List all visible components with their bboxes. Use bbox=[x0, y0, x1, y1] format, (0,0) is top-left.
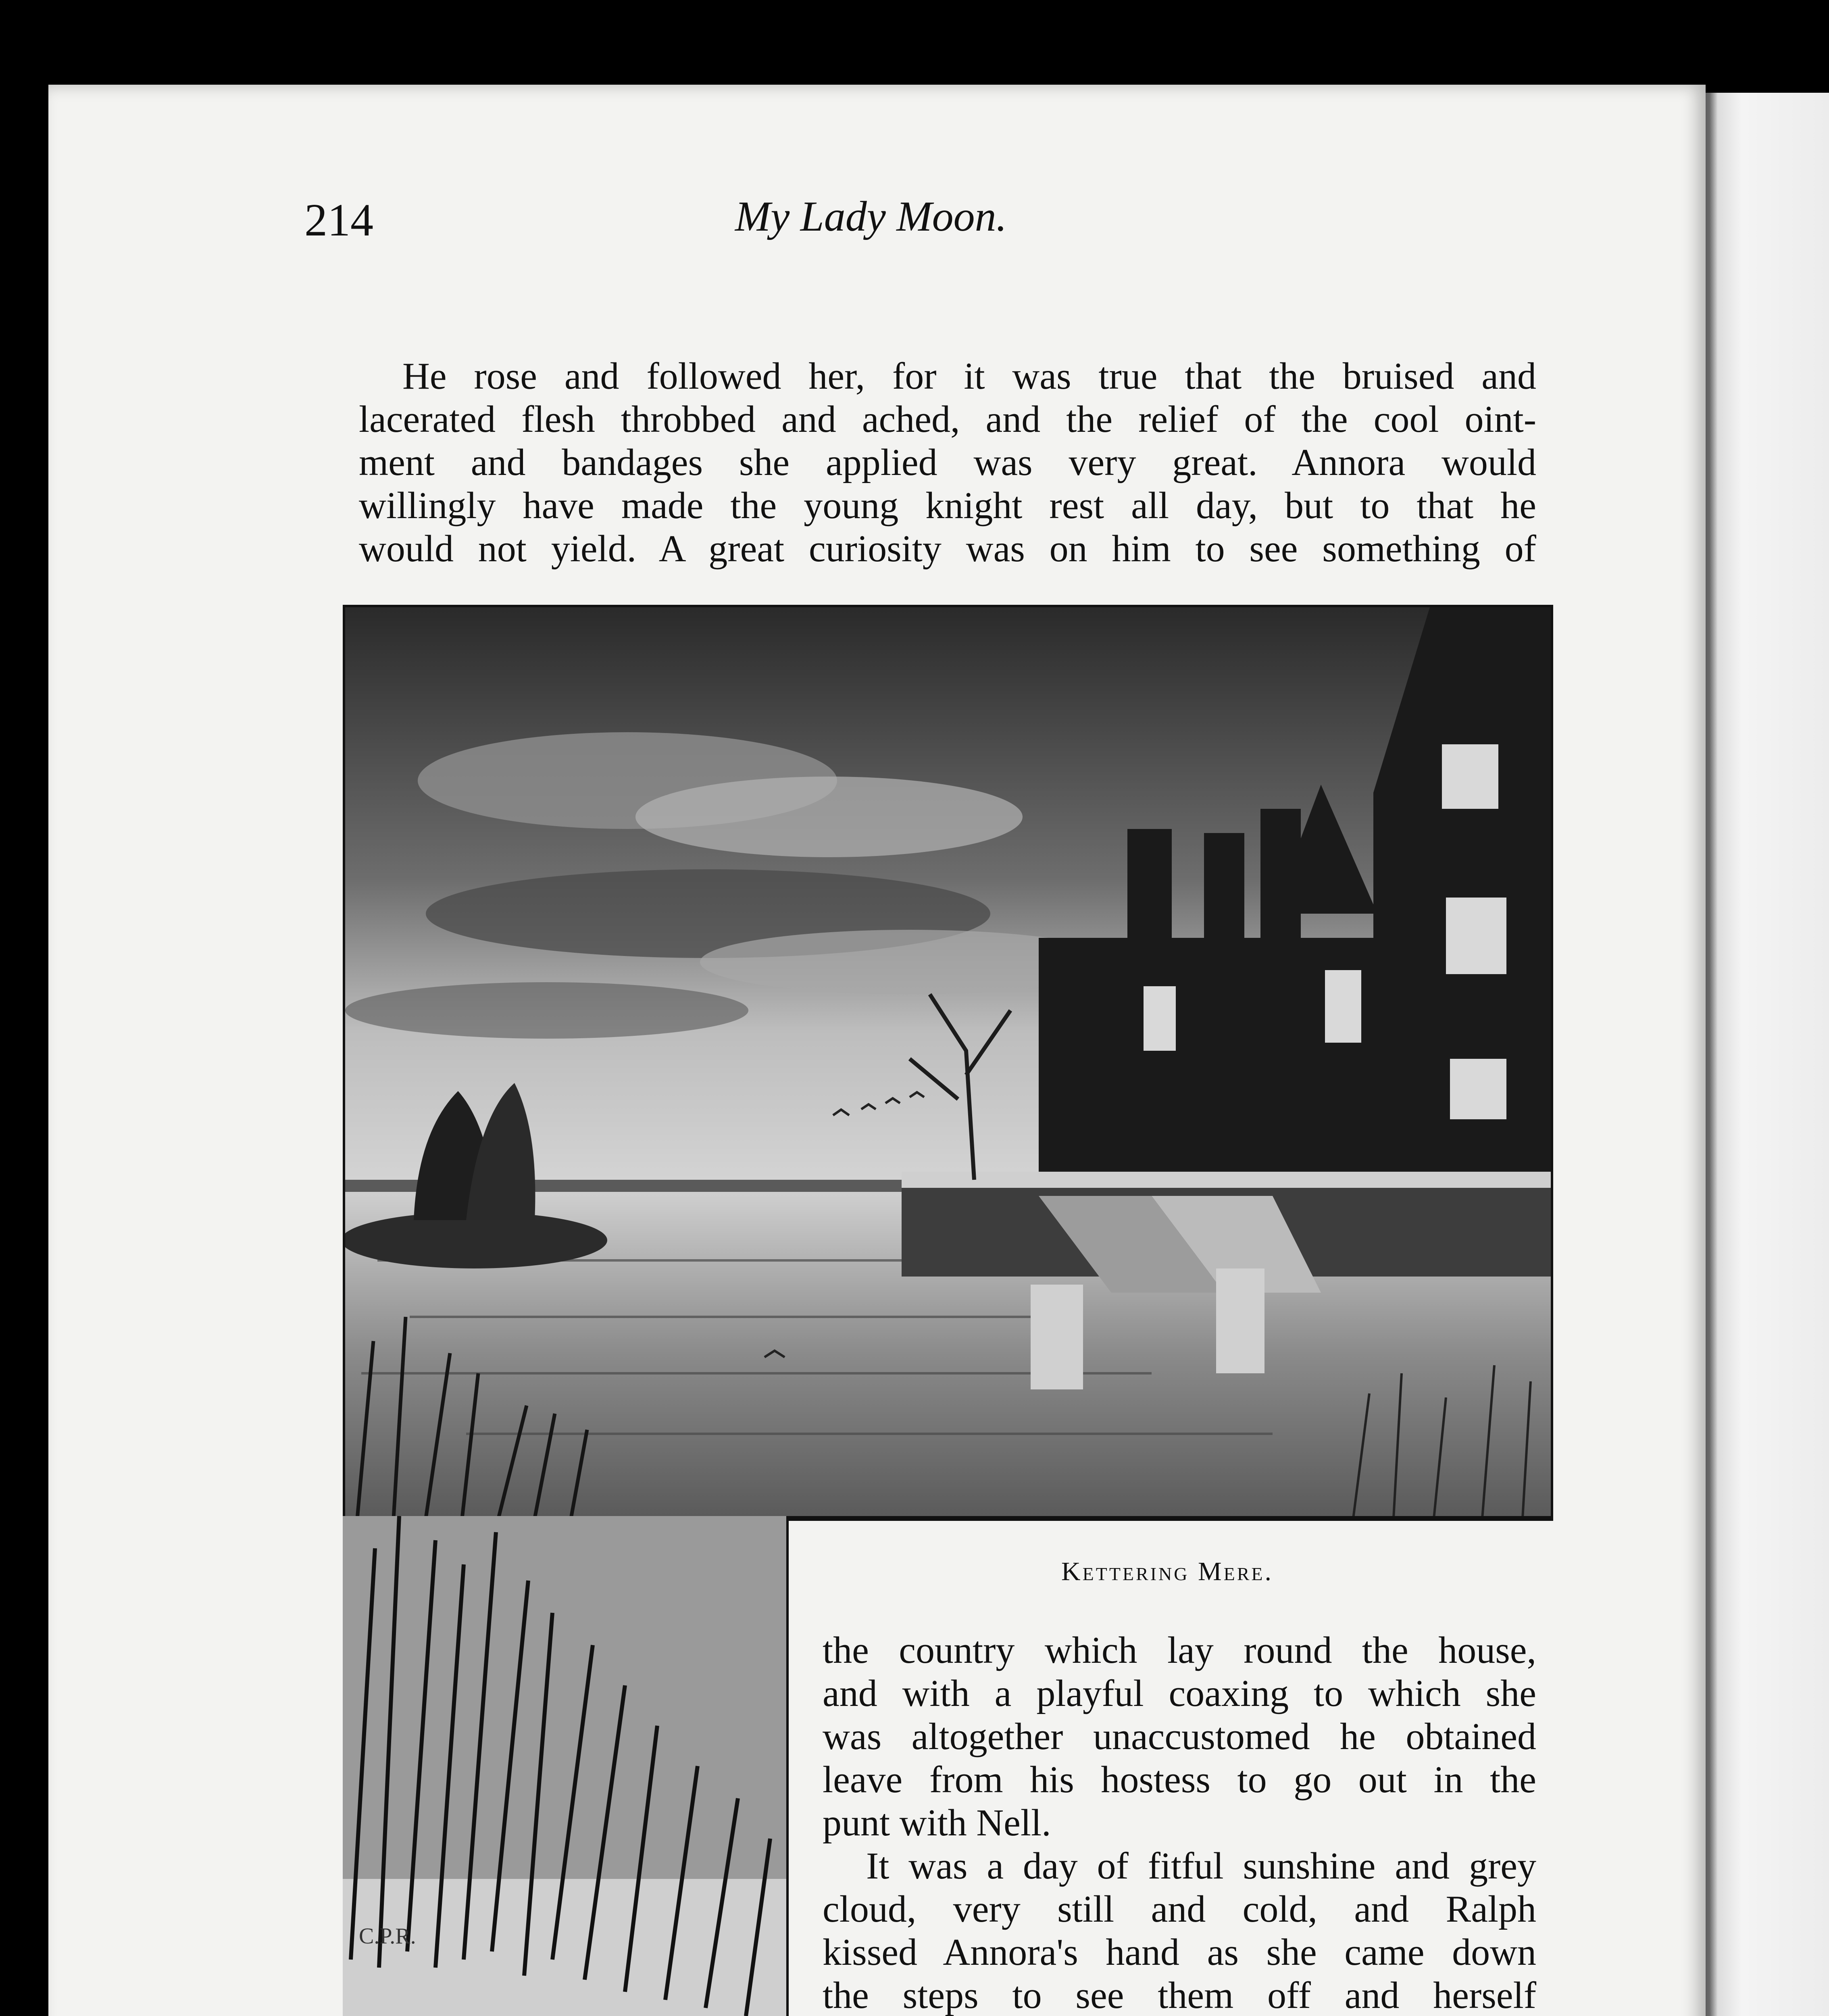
engraving-kettering-mere bbox=[343, 605, 1553, 1521]
text-line: ment and bandages she applied was very great. Annora would bbox=[359, 442, 1536, 483]
text-line: the country which lay round the house, bbox=[823, 1629, 1536, 1671]
text-line: lacerated flesh throbbed and ached, and the relief of the cool oint- bbox=[359, 398, 1536, 440]
running-title: My Lady Moon. bbox=[735, 193, 1007, 240]
text-line: was altogether unaccustomed he obtained bbox=[823, 1716, 1536, 1758]
text-line: and with a playful coaxing to which she bbox=[823, 1672, 1536, 1714]
text-line: the steps to see them off and herself bbox=[823, 1974, 1536, 2016]
illustration-caption: Kettering Mere. bbox=[1061, 1557, 1274, 1586]
reeds-scene bbox=[343, 1516, 786, 2016]
text-line: kissed Annora's hand as she came down bbox=[823, 1931, 1536, 1973]
top-paragraph bbox=[359, 355, 1536, 571]
engraving-scene bbox=[345, 607, 1551, 1518]
text-line: punt with Nell. bbox=[823, 1802, 1051, 1844]
text-line: It was a day of fitful sunshine and grey bbox=[866, 1845, 1536, 1887]
text-line: cloud, very still and cold, and Ralph bbox=[823, 1888, 1536, 1930]
artist-signature: C.P.R. bbox=[359, 1924, 416, 1949]
page-number: 214 bbox=[304, 194, 373, 246]
text-line: He rose and followed her, for it was true that the bruised and bbox=[402, 355, 1536, 397]
side-column bbox=[823, 1629, 1536, 2016]
facing-page-edge bbox=[1694, 93, 1829, 2016]
text-line: willingly have made the young knight rest all day, but to that he bbox=[359, 485, 1536, 527]
engraving-reeds-foreground bbox=[343, 1516, 786, 2016]
text-line: would not yield. A great curiosity was on him to see something of bbox=[359, 528, 1536, 570]
text-line: leave from his hostess to go out in the bbox=[823, 1759, 1536, 1801]
